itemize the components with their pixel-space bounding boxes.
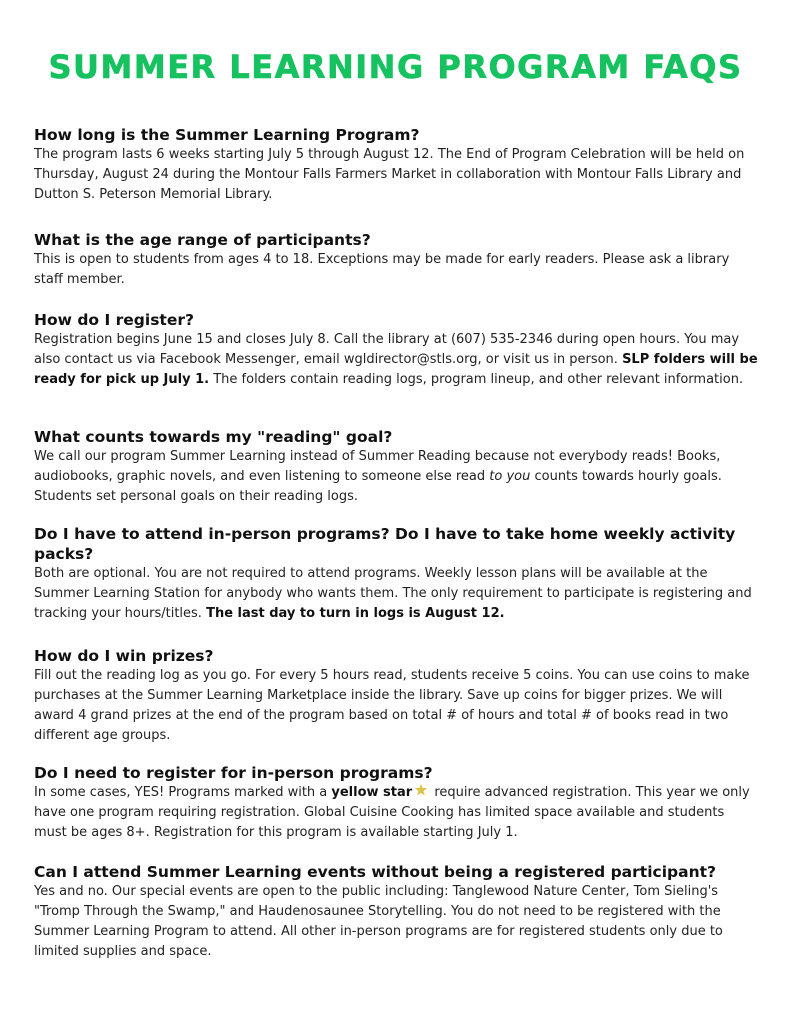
faq-answer-italic: to you <box>489 469 531 484</box>
faq-item-prizes <box>34 646 760 746</box>
page-title: SUMMER LEARNING PROGRAM FAQS <box>48 48 743 86</box>
faq-answer-emphasis: The last day to turn in logs is August 12. <box>206 606 505 621</box>
faq-question: What counts towards my "reading" goal? <box>34 428 393 446</box>
faq-item-age-range <box>34 230 760 290</box>
faq-answer <box>34 564 760 624</box>
faq-answer <box>34 447 760 507</box>
faq-answer-text: In some cases, YES! Programs marked with a <box>34 785 332 800</box>
faq-item-attendance <box>34 524 760 624</box>
faq-item-program-length <box>34 125 760 205</box>
faq-item-reading-goal <box>34 427 760 507</box>
faq-answer-emphasis: yellow star <box>331 785 413 800</box>
faq-answer <box>34 330 760 390</box>
faq-answer-text: require advanced registration. This year we only have one program requiring registration. Global Cuisine Cooking has limited space available and students must be ages 8+. Registration for this program is available starting July 1. <box>34 785 750 840</box>
faq-question: How do I win prizes? <box>34 647 214 665</box>
faq-question: Do I have to attend in-person programs? Do I have to take home weekly activity packs? <box>34 525 736 563</box>
faq-answer-text: The folders contain reading logs, program lineup, and other relevant information. <box>209 372 744 387</box>
faq-answer-text: We call our program Summer Learning instead of Summer Reading because not everybody reads! Books, audiobooks, graphic novels, and even listening to someone else read <box>34 449 721 484</box>
yellow-star-icon <box>414 783 428 797</box>
faq-answer <box>34 783 760 843</box>
faq-answer: The program lasts 6 weeks starting July 5 through August 12. The End of Program Celebration will be held on Thursday, August 24 during the Montour Falls Farmers Market in collaboration with Montour Falls Library and Dutton S. Peterson Memorial Library. <box>34 147 745 202</box>
faq-question: Do I need to register for in-person programs? <box>34 764 433 782</box>
faq-answer: This is open to students from ages 4 to 18. Exceptions may be made for early readers. Please ask a library staff member. <box>34 252 730 287</box>
faq-question: How long is the Summer Learning Program? <box>34 126 420 144</box>
faq-question: How do I register? <box>34 311 194 329</box>
faq-item-in-person-registration <box>34 763 760 843</box>
faq-question: What is the age range of participants? <box>34 231 371 249</box>
faq-answer-text: Registration begins June 15 and closes July 8. Call the library at (607) 535-2346 during open hours. You may also contact us via Facebook Messenger, email wgldirector@stls.org, or visit us in person. <box>34 332 740 367</box>
faq-answer-text: Both are optional. You are not required to attend programs. Weekly lesson plans will be available at the Summer Learning Station for anybody who wants them. The only requirement to participate is registering and tracking your hours/titles. <box>34 566 752 621</box>
faq-item-register <box>34 310 760 390</box>
faq-answer-emphasis: SLP folders will be ready for pick up July 1. <box>34 352 758 387</box>
faq-answer: Fill out the reading log as you go. For every 5 hours read, students receive 5 coins. You can use coins to make purchases at the Summer Learning Marketplace inside the library. Save up coins for bigger prizes. We will award 4 grand prizes at the end of the program based on total # of hours and total # of books read in two different age groups. <box>34 668 750 743</box>
faq-question: Can I attend Summer Learning events without being a registered participant? <box>34 863 716 881</box>
faq-answer-text: counts towards hourly goals. Students set personal goals on their reading logs. <box>34 469 722 504</box>
faq-answer: Yes and no. Our special events are open to the public including: Tanglewood Nature Center, Tom Sieling's "Tromp Through the Swamp," and Haudenosaunee Storytelling. You do not need to be registered with the Summer Learning Program to attend. All other in-person programs are for registered students only due to limited supplies and space. <box>34 884 723 959</box>
faq-item-unregistered-attendance <box>34 862 760 962</box>
